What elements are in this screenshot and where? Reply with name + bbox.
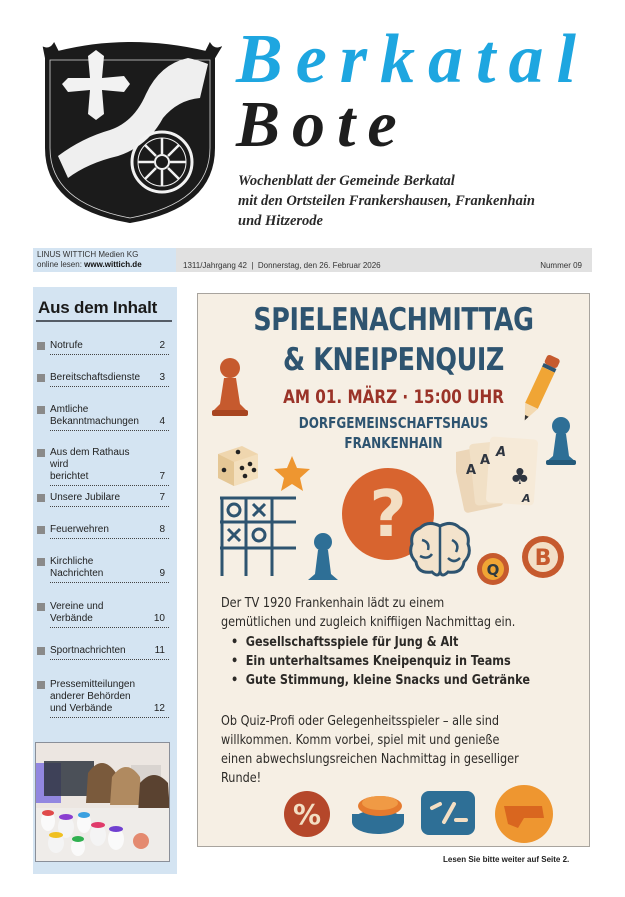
pawn-icon (543, 414, 579, 468)
toc-item-pressemitteilungen[interactable]: Pressemitteilungen anderer Behörden und Verbände 12 (37, 679, 169, 718)
poster-outro: Ob Quiz-Profi oder Gelegenheitsspieler – alle sind willkommen. Komm vorbei, spiel mit und genieße einen abwechslungsreichen Nachmittag in geselliger Runde! (221, 714, 519, 786)
poster-venue-line2: FRANKENHAIN (344, 434, 443, 452)
publisher-name: LINUS WITTICH Medien KG (37, 250, 139, 259)
coin-stack-icon (350, 792, 406, 838)
poster-bullet-list (231, 633, 530, 690)
coat-of-arms-icon (38, 38, 222, 223)
online-url-link[interactable]: www.wittich.de (84, 260, 142, 269)
poster-date: AM 01. MÄRZ · 15:00 UHR (283, 386, 504, 408)
bullet-square-icon (37, 558, 45, 566)
toc-item-kirchliche-nachrichten[interactable]: Kirchliche Nachrichten 9 (37, 556, 169, 583)
svg-text:A: A (522, 492, 531, 505)
svg-text:Q: Q (486, 561, 500, 579)
bullet-square-icon (37, 449, 45, 457)
poster-venue-line1: DORFGEMEINSCHAFTSHAUS (298, 414, 489, 432)
issue-info: 1311/Jahrgang 42 | Donnerstag, den 26. Februar 2026 (183, 261, 381, 270)
bullet-item: • Gesellschaftsspiele für Jung & Alt (231, 633, 530, 652)
heading-rule (36, 320, 172, 322)
bullet-item: • Ein unterhaltsames Kneipenquiz in Teams (231, 652, 530, 671)
orange-circle-icon (494, 784, 554, 844)
bullet-square-icon (37, 603, 45, 611)
pawn-icon (208, 354, 252, 418)
subtitle-line: und Hitzerode (238, 213, 323, 229)
contents-heading: Aus dem Inhalt (38, 298, 158, 317)
bullet-square-icon (37, 647, 45, 655)
dice-icon (212, 442, 262, 488)
publisher-box (33, 248, 176, 272)
svg-text:A: A (496, 445, 507, 460)
event-poster (197, 293, 590, 847)
toc-item-rathaus[interactable]: Aus dem Rathaus wird berichtet 7 (37, 447, 169, 486)
plus-minus-icon (420, 790, 476, 836)
svg-text:♣: ♣ (510, 465, 530, 490)
toc-item-feuerwehren[interactable]: Feuerwehren 8 (37, 524, 169, 539)
bullet-square-icon (37, 681, 45, 689)
svg-text:A: A (480, 453, 491, 468)
continue-note: Lesen Sie bitte weiter auf Seite 2. (443, 855, 570, 864)
poster-title-line2: & KNEIPENQUIZ (283, 342, 504, 378)
bullet-square-icon (37, 342, 45, 350)
toc-item-amtliche-bekanntmachungen[interactable]: Amtliche Bekanntmachungen 4 (37, 404, 169, 431)
title-bote: Bote (236, 88, 409, 161)
playing-cards-icon (456, 434, 546, 524)
photo-children-crafting (35, 742, 170, 862)
bullet-square-icon (37, 526, 45, 534)
subtitle-line: mit den Ortsteilen Frankershausen, Frankenhain (238, 193, 535, 209)
contents-sidebar (33, 287, 177, 874)
q-token-icon (476, 552, 510, 586)
info-bar (33, 248, 592, 272)
online-label: online lesen: (37, 260, 82, 269)
bullet-item: • Gute Stimmung, kleine Snacks und Getränke (231, 671, 530, 690)
b-token-icon (520, 534, 566, 580)
svg-text:B: B (534, 546, 552, 571)
percent-icon (283, 790, 331, 838)
masthead-subtitle (238, 171, 535, 231)
subtitle-line: Wochenblatt der Gemeinde Berkatal (238, 173, 455, 189)
poster-intro: Der TV 1920 Frankenhain lädt zu einem gemütlichen und zugleich kniffiigen Nachmittag ein. (221, 596, 516, 630)
toc-item-vereine[interactable]: Vereine und Verbände 10 (37, 601, 169, 628)
star-icon (272, 454, 312, 494)
svg-text:%: % (292, 798, 322, 831)
tic-tac-toe-icon (218, 494, 300, 578)
issue-number: Nummer 09 (540, 261, 582, 270)
toc-item-bereitschaftsdienste[interactable]: Bereitschaftsdienste 3 (37, 372, 169, 387)
bullet-square-icon (37, 374, 45, 382)
brain-icon (408, 520, 472, 578)
svg-text:A: A (466, 463, 477, 478)
toc-item-notrufe[interactable]: Notrufe 2 (37, 340, 169, 355)
toc-item-jubilare[interactable]: Unsere Jubilare 7 (37, 492, 169, 507)
poster-title-line1: SPIELENACHMITTAG (253, 302, 534, 338)
bullet-square-icon (37, 406, 45, 414)
toc-item-sportnachrichten[interactable]: Sportnachrichten 11 (37, 645, 169, 660)
bullet-square-icon (37, 494, 45, 502)
title-berkatal: Berkatal (236, 21, 589, 98)
svg-text:?: ? (369, 478, 407, 552)
pawn-icon (306, 530, 340, 586)
